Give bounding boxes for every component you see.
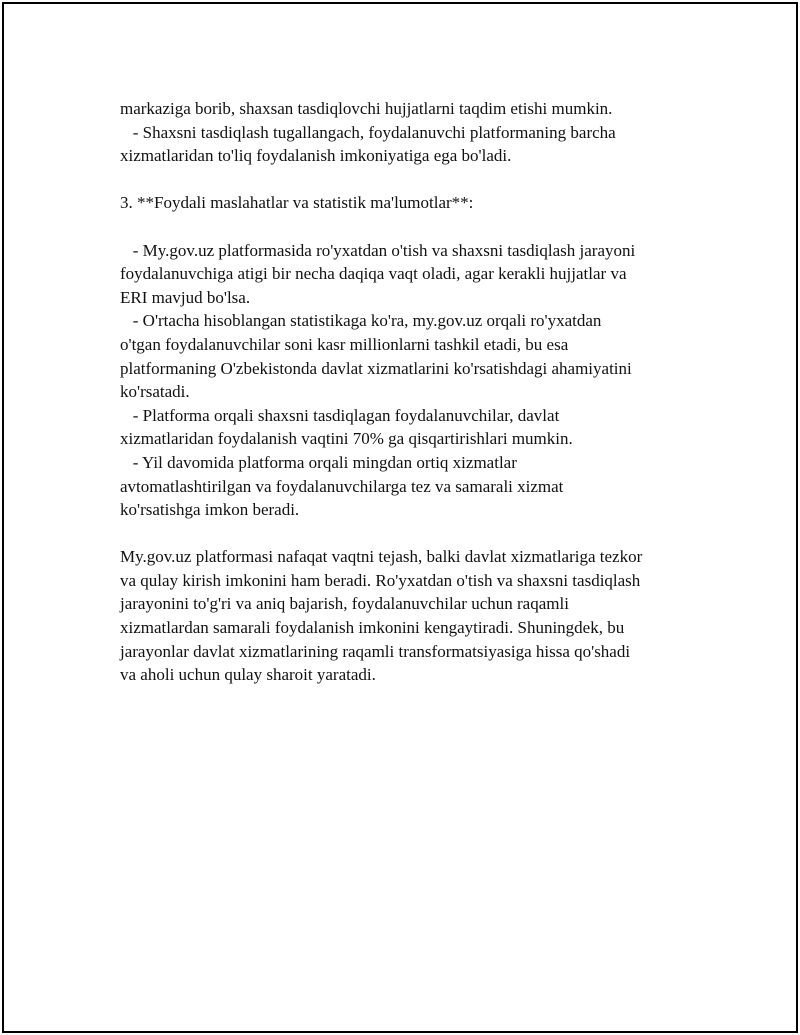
paragraph-continuation <box>120 97 720 168</box>
paragraph-gap <box>120 168 720 192</box>
text-line: ko'rsatishga imkon beradi. <box>120 500 300 520</box>
text-line: - Shaxsni tasdiqlash tugallangach, foydalanuvchi platformaning barcha <box>120 122 616 142</box>
text-line: markaziga borib, shaxsan tasdiqlovchi hujjatlarni taqdim etishi mumkin. <box>120 99 613 118</box>
paragraph-gap <box>120 522 720 546</box>
text-line: avtomatlashtirilgan va foydalanuvchilarga tez va samarali xizmat <box>120 476 564 496</box>
paragraph-gap <box>120 215 720 239</box>
section-heading: 3. **Foydali maslahatlar va statistik ma'lumotlar**: <box>120 193 474 213</box>
text-line: - O'rtacha hisoblangan statistikaga ko'ra, my.gov.uz orqali ro'yxatdan <box>120 311 602 331</box>
text-line: va aholi uchun qulay sharoit yaratadi. <box>120 665 376 685</box>
text-line: ERI mavjud bo'lsa. <box>120 287 251 307</box>
text-line: My.gov.uz platformasi nafaqat vaqtni tejash, balki davlat xizmatlariga tezkor <box>120 547 643 567</box>
document-body <box>120 97 720 687</box>
text-line: - My.gov.uz platformasida ro'yxatdan o'tish va shaxsni tasdiqlash jarayoni <box>120 240 636 260</box>
tips-and-statistics-list <box>120 239 720 522</box>
text-line: jarayonini to'g'ri va aniq bajarish, foydalanuvchilar uchun raqamli <box>120 594 569 614</box>
text-line: foydalanuvchiga atigi bir necha daqiqa vaqt oladi, agar kerakli hujjatlar va <box>120 264 627 284</box>
text-line: xizmatlaridan foydalanish vaqtini 70% ga qisqartirishlari mumkin. <box>120 429 573 449</box>
text-line: xizmatlardan samarali foydalanish imkonini kengaytiradi. Shuningdek, bu <box>120 618 625 638</box>
text-line: ko'rsatadi. <box>120 382 190 402</box>
text-line: - Platforma orqali shaxsni tasdiqlagan foydalanuvchilar, davlat <box>120 405 560 425</box>
text-line: va qulay kirish imkonini ham beradi. Ro'yxatdan o'tish va shaxsni tasdiqlash <box>120 570 641 590</box>
text-line: o'tgan foydalanuvchilar soni kasr millionlarni tashkil etadi, bu esa <box>120 334 569 354</box>
text-line: - Yil davomida platforma orqali mingdan ortiq xizmatlar <box>120 452 517 472</box>
document-page <box>2 2 798 1033</box>
text-line: platformaning O'zbekistonda davlat xizmatlarini ko'rsatishdagi ahamiyatini <box>120 358 632 378</box>
text-line: xizmatlaridan to'liq foydalanish imkoniyatiga ega bo'ladi. <box>120 146 512 166</box>
conclusion-paragraph <box>120 545 720 687</box>
text-line: jarayonlar davlat xizmatlarining raqamli transformatsiyasiga hissa qo'shadi <box>120 641 631 661</box>
